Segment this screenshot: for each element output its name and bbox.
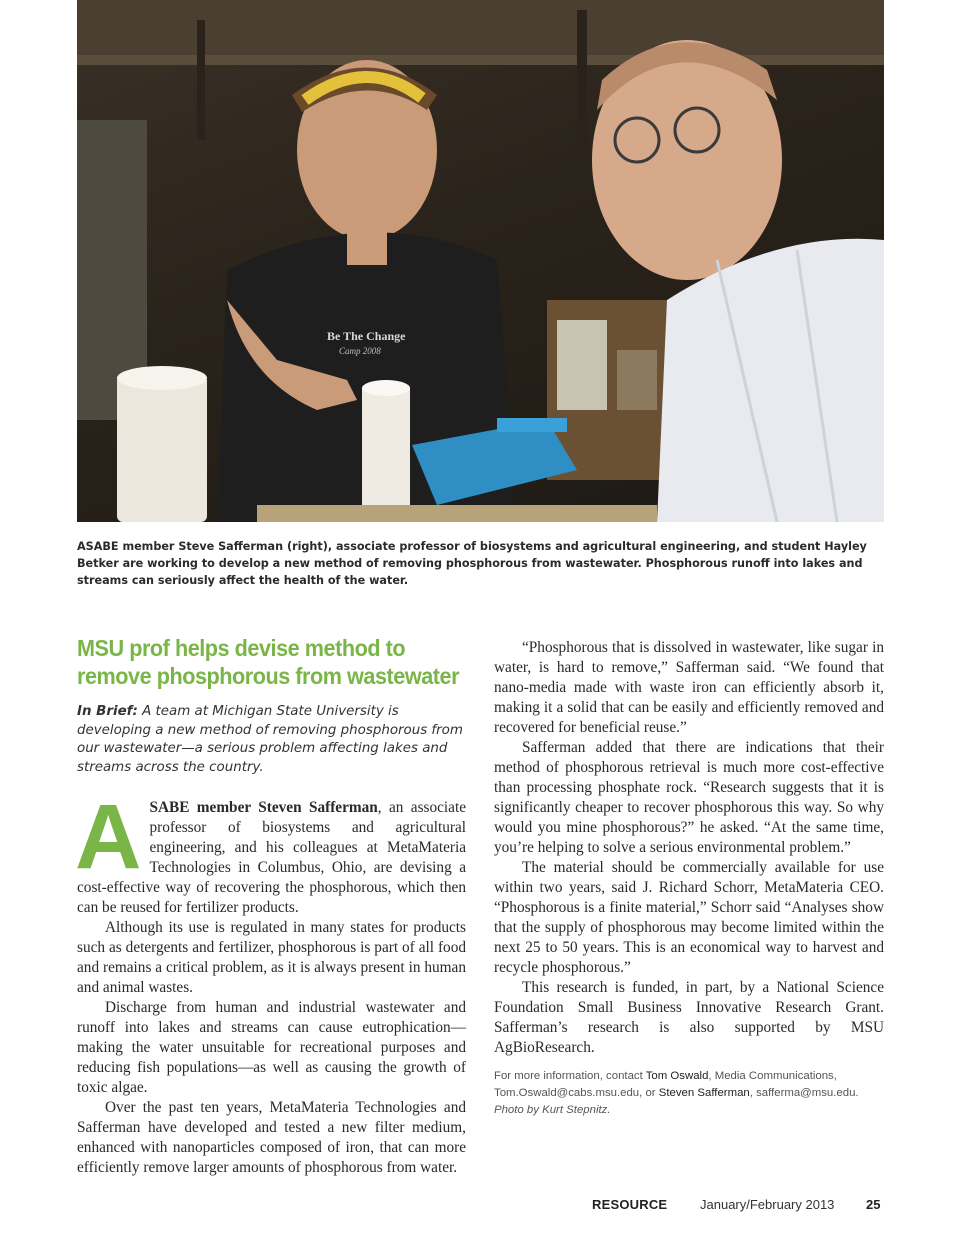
body-paragraph: Although its use is regulated in many states for products such as detergents and fertilizer, phosphorous is part of all food and remains a critical problem, as it is always present in human and animal wastes. <box>77 919 466 997</box>
contact-details-2: , safferma@msu.edu. <box>749 1087 859 1099</box>
in-brief-text: A team at Michigan State University is developing a new method of removing phosphorous from our wastewater—a serious problem affecting lakes and streams across the country. <box>77 704 463 775</box>
contact-name-safferman: Steven Safferman <box>658 1087 750 1099</box>
page-number: 25 <box>866 1197 881 1212</box>
article-body-left <box>75 786 466 1178</box>
body-paragraph: Over the past ten years, MetaMateria Technologies and Safferman have developed and tested a new filter medium, enhanced with nanoparticles composed of iron, that can more efficiently remove larger amounts of phosphorous from water. <box>77 1099 466 1177</box>
article-left-column <box>77 634 466 1178</box>
body-paragraph: This research is funded, in part, by a National Science Foundation Small Business Innovative Research Grant. Safferman’s research is also supported by MSU AgBioResearch. <box>494 979 884 1056</box>
shirt-subtext: Camp 2008 <box>339 346 381 356</box>
page-footer <box>0 1197 960 1217</box>
photo-illustration <box>77 0 884 522</box>
in-brief <box>77 703 466 777</box>
article-body-right <box>494 638 884 1058</box>
body-paragraph: “Phosphorous that is dissolved in wastewater, like sugar in water, is hard to remove,” Safferman said. “We found that nano-media made with waste iron can efficiently absorb it, making it a solid that can be easily and efficiently removed and recovered for beneficial reuse.” <box>494 639 884 736</box>
drop-cap: A <box>75 786 142 889</box>
contact-details-1: , Media Communications, Tom.Oswald@cabs.msu.edu, or <box>494 1070 837 1099</box>
article-right-column <box>494 638 884 1119</box>
lead-text: , an associate professor of biosystems and agricultural engineering, and his colleagues at MetaMateria Technologies in Columbus, Ohio, are devising a cost-effective way of recovering the phosphorous, which then can be reused for fertilizer products. <box>77 799 466 917</box>
shirt-text: Be The Change <box>327 329 406 343</box>
lead-bold: SABE member Steven Safferman <box>149 799 378 817</box>
article-headline: MSU prof helps devise method to remove phosphorous from wastewater <box>77 635 460 689</box>
issue-date: January/February 2013 <box>700 1197 835 1212</box>
contact-name-oswald: Tom Oswald <box>645 1070 709 1082</box>
body-paragraph: The material should be commercially available for use within two years, said J. Richard Schorr, MetaMateria CEO. “Phosphorous is a finite material,” Schorr said “Analyses show that the supply of phosphorous may become limited within the next 25 to 50 years. This is an economical way to harvest and recycle phosphorous.” <box>494 859 884 976</box>
body-paragraph: Discharge from human and industrial wastewater and runoff into lakes and streams can cause eutrophication—making the water unsuitable for recreational purposes and reducing fish populations—as well as causing the growth of toxic algae. <box>77 999 466 1097</box>
article-photo <box>77 0 884 522</box>
in-brief-label: In Brief: <box>77 704 138 719</box>
contact-intro: For more information, contact <box>494 1070 646 1082</box>
lead-paragraph <box>75 786 466 918</box>
photo-caption: ASABE member Steve Safferman (right), associate professor of biosystems and agricultural engineering, and student Hayley Betker are working to develop a new method of removing phosphorous from wastewater. Phosphorous runoff into lakes and streams can seriously affect the health of the water. <box>77 540 867 587</box>
magazine-name: RESOURCE <box>592 1197 668 1212</box>
contact-info <box>494 1068 884 1119</box>
body-paragraph: Safferman added that there are indications that their method of phosphorous retrieval is much more cost-effective than processing phosphate rock. “Research suggests that it is significantly cheaper to recover phosphorous this way. So why would you mine phosphorous?” he asked. “At the same time, you’re helping to solve a serious environmental problem.” <box>494 739 884 856</box>
photo-credit: Photo by Kurt Stepnitz. <box>494 1104 611 1116</box>
